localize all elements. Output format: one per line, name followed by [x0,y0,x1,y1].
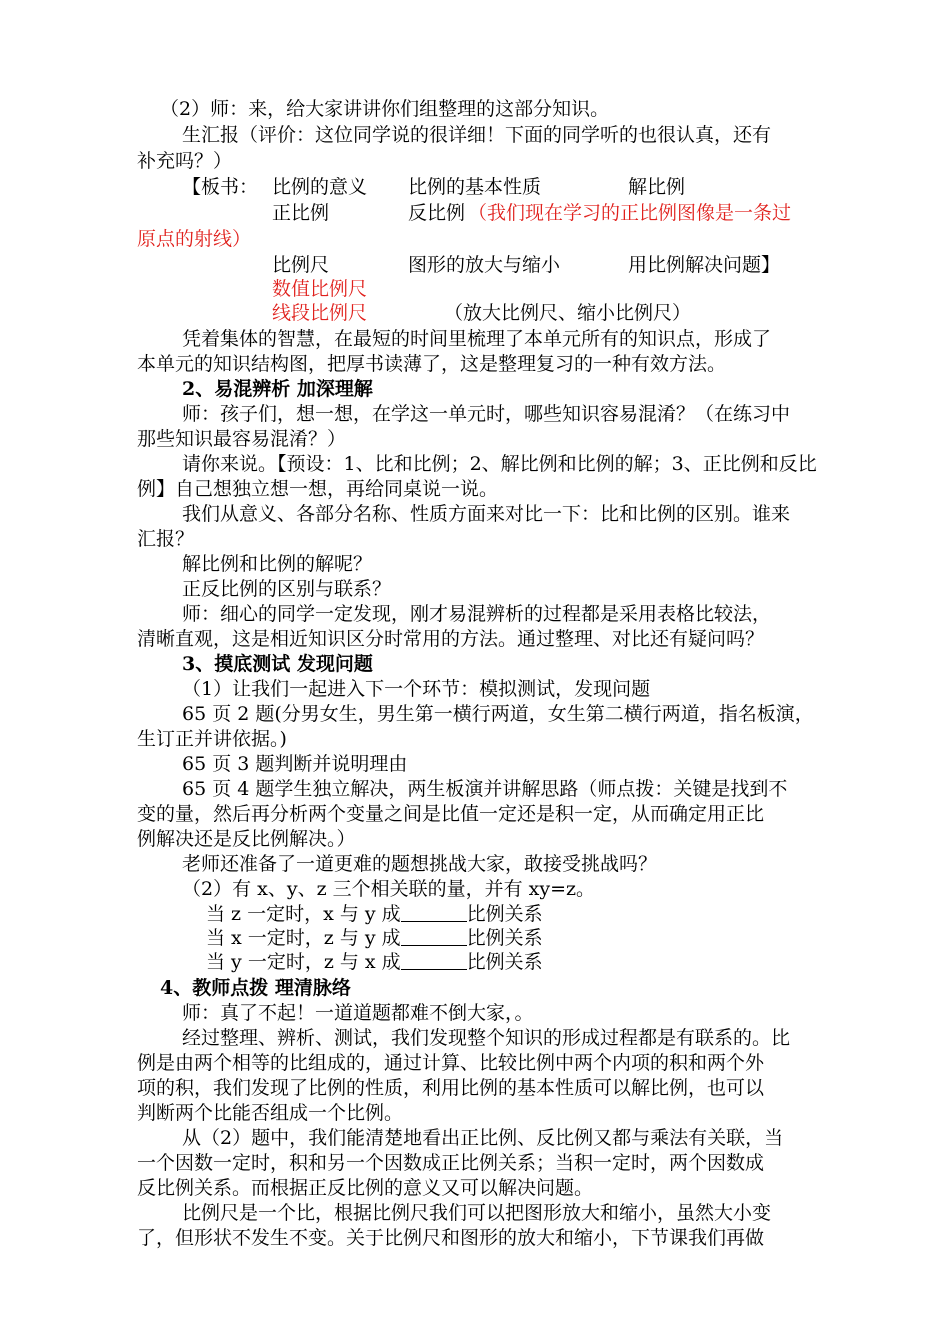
scale-line-2: 了，但形状不发生不变。关于比例尺和图形的放大和缩小，下节课我们再做 [137,1227,765,1249]
question-4-line-3: 例解决还是反比例解决。） [137,828,356,850]
careful-line-1: 师：细心的同学一定发现，刚才易混辨析的过程都是采用表格比较法， [182,603,772,625]
section-heading-4: 4、教师点拨 理清脉络 [160,977,351,999]
board-direct-proportion: 正比例 [272,202,330,224]
relation-question: 正反比例的区别与联系？ [182,578,392,600]
xyz-intro: （2）有 x、y、z 三个相关联的量，并有 xy=z。 [182,878,596,900]
section-heading-3: 3、摸底测试 发现问题 [182,653,373,675]
xyz-statement-2 [206,926,543,950]
question-3-line: 65 页 3 题判断并说明理由 [182,753,408,775]
teacher-prompt: （2）师：来，给大家讲讲你们组整理的这部分知识。 [160,98,610,120]
preset-line-2: 例】自己想独立想一想，再给同桌说一说。 [137,478,499,500]
compare-line-1: 我们从意义、各部分名称、性质方面来对比一下：比和比例的区别。谁来 [182,503,791,525]
board-item-solve: 解比例 [628,176,686,198]
question-2-line-2: 生订正并讲依据。) [137,728,287,750]
board-numeric-scale: 数值比例尺 [272,278,368,300]
preset-line-1: 请你来说。【预设：1、比和比例；2、解比例和比例的解；3、正比例和反比 [182,453,817,475]
summary-line-3: 项的积，我们发现了比例的性质，利用比例的基本性质可以解比例，也可以 [137,1077,765,1099]
solve-question: 解比例和比例的解呢？ [182,553,373,575]
question-2-line-1: 65 页 2 题(分男女生，男生第一横行两道，女生第二横行两道，指名板演， [182,703,814,725]
report-line-2: 补充吗？） [137,150,233,172]
confuse-question-2: 那些知识最容易混淆？） [137,428,347,450]
answer-blank [401,903,467,922]
question-4-line-2: 变的量，然后再分析两个变量之间是比值一定还是积一定，从而确定用正比 [137,803,765,825]
challenge-line: 老师还准备了一道更难的题想挑战大家，敢接受挑战吗？ [182,853,658,875]
praise-line: 师：真了不起！一道道题都难不倒大家，。 [182,1002,534,1024]
collective-line-1: 凭着集体的智慧，在最短的时间里梳理了本单元所有的知识点，形成了 [182,328,772,350]
board-scale-types: （放大比例尺、缩小比例尺） [444,302,692,324]
from-line-1: 从（2）题中，我们能清楚地看出正比例、反比例又都与乘法有关联，当 [182,1127,784,1149]
board-label: 【板书： [182,176,259,198]
xyz-statement-1-text: 当 z 一定时，x 与 y 成 [206,903,401,925]
board-solve-problems: 用比例解决问题】 [628,254,781,276]
xyz-statement-3 [206,950,543,974]
board-inverse-proportion: 反比例 [408,202,466,224]
xyz-statement-1-tail: 比例关系 [466,903,543,925]
board-scale: 比例尺 [272,254,330,276]
board-note-line-1: （我们现在学习的正比例图像是一条过 [468,202,792,224]
board-line-scale: 线段比例尺 [272,302,368,324]
xyz-statement-2-tail: 比例关系 [466,927,543,949]
answer-blank [401,927,467,946]
board-note-line-2: 原点的射线） [137,228,252,250]
collective-line-2: 本单元的知识结构图，把厚书读薄了，这是整理复习的一种有效方法。 [137,353,727,375]
from-line-2: 一个因数一定时，积和另一个因数成正比例关系；当积一定时，两个因数成 [137,1152,765,1174]
question-4-line-1: 65 页 4 题学生独立解决，两生板演并讲解思路（师点拨：关键是找到不 [182,778,788,800]
summary-line-4: 判断两个比能否组成一个比例。 [137,1102,404,1124]
xyz-statement-3-tail: 比例关系 [466,951,543,973]
board-item-meaning: 比例的意义 [272,176,368,198]
board-enlarge: 图形的放大与缩小 [408,254,561,276]
scale-line-1: 比例尺是一个比，根据比例尺我们可以把图形放大和缩小，虽然大小变 [182,1202,772,1224]
section-heading-2: 2、易混辨析 加深理解 [182,378,373,400]
compare-line-2: 汇报？ [137,528,195,550]
xyz-statement-2-text: 当 x 一定时，z 与 y 成 [206,927,401,949]
careful-line-2: 清晰直观，这是相近知识区分时常用的方法。通过整理、对比还有疑问吗？ [137,628,765,650]
confuse-question-1: 师：孩子们，想一想，在学这一单元时，哪些知识容易混淆？（在练习中 [182,403,791,425]
summary-line-1: 经过整理、辨析、测试，我们发现整个知识的形成过程都是有联系的。比 [182,1027,791,1049]
summary-line-2: 例是由两个相等的比组成的，通过计算、比较比例中两个内项的积和两个外 [137,1052,765,1074]
board-item-property: 比例的基本性质 [408,176,542,198]
answer-blank [401,951,467,970]
xyz-statement-3-text: 当 y 一定时，z 与 x 成 [206,951,401,973]
report-line-1: 生汇报（评价：这位同学说的很详细！下面的同学听的也很认真，还有 [182,124,772,146]
from-line-3: 反比例关系。而根据正反比例的意义又可以解决问题。 [137,1177,594,1199]
xyz-statement-1 [206,902,543,926]
test-intro: （1）让我们一起进入下一个环节：模拟测试，发现问题 [182,678,651,700]
